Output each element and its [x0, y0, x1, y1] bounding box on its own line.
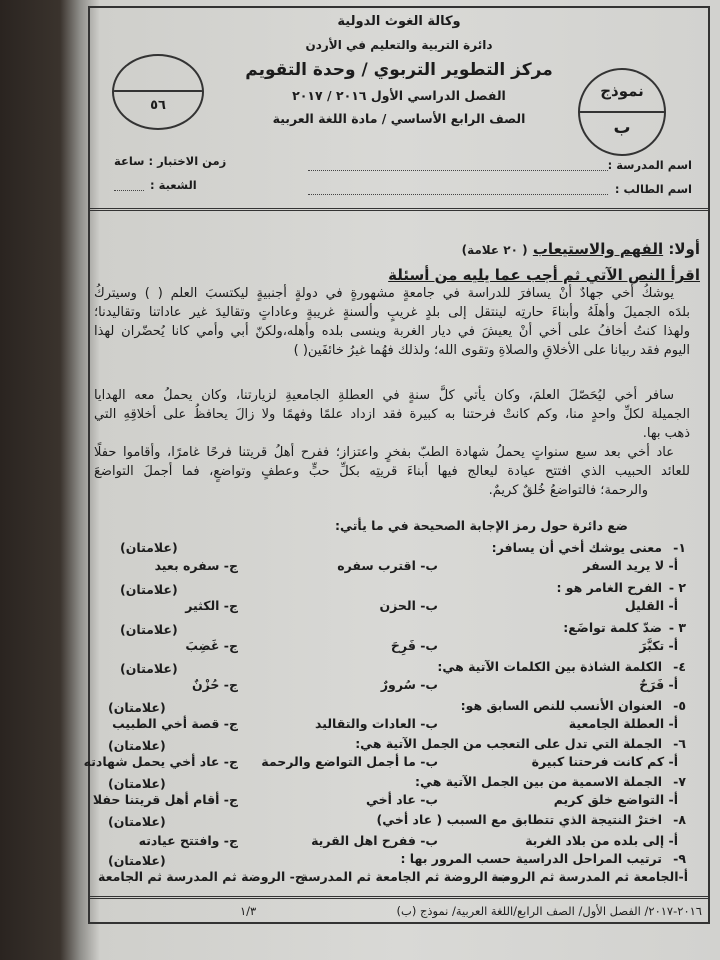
- question-text: الجملة التي تدل على التعجب من الجمل الآتية هي:: [355, 736, 662, 751]
- question-number: ٥-: [673, 698, 686, 713]
- footer-info: ٢٠١٦-٢٠١٧/ الفصل الأول/ الصف الرابع/اللغة العربية/ نموذج (ب): [396, 904, 702, 918]
- option-c[interactable]: ج- قصة أخي الطبيب: [112, 716, 238, 731]
- question-marks: (علامتان): [108, 814, 166, 829]
- question-text: ترتيب المراحل الدراسية حسب المرور بها :: [400, 851, 662, 866]
- question-number: ٩-: [673, 851, 686, 866]
- passage-line: ولهذا كنتُ أخافُ على أخي أنْ يعيشَ في ديار الغربة وينسى بلده وأهله،ولكنّ أبي وأمي كانا يُحضّران لهذا: [94, 324, 690, 339]
- option-b[interactable]: ب- اقترب سفره: [337, 558, 438, 573]
- option-a[interactable]: أ- العطلة الجامعية: [568, 716, 678, 731]
- passage-line: يوشكُ أخي جهادٌ أنْ يسافرَ للدراسة في جامعةٍ مشهورةٍ في دولةٍ أجنبيةٍ ليكتسبَ العلم ( ) وسيتركُ: [94, 286, 674, 301]
- option-c[interactable]: ج- عاد أخي يحمل شهادته: [83, 754, 238, 769]
- question-number: ٦-: [673, 736, 686, 751]
- header-divider: [90, 208, 708, 211]
- question-marks: (علامتان): [120, 622, 178, 637]
- footer-divider: [90, 896, 708, 899]
- option-a[interactable]: أ- لا يريد السفر: [583, 558, 678, 573]
- form-label: نموذج: [600, 82, 644, 100]
- school-input[interactable]: [308, 170, 608, 171]
- option-c[interactable]: ج- غَضِبَ: [185, 638, 238, 653]
- passage-line: والرحمة؛ فالتواضعُ خُلقٌ كريمٌ.: [488, 483, 648, 498]
- grade-subject: الصف الرابع الأساسي / مادة اللغة العربية: [272, 111, 526, 126]
- option-b[interactable]: ب- الحزن: [379, 598, 438, 613]
- section-input[interactable]: [114, 190, 144, 191]
- question-number: ٧-: [673, 774, 686, 789]
- option-c[interactable]: ج- أقام أهل قريتنا حفلا: [92, 792, 238, 807]
- passage-line: بلدَه الجميلَ وأهلَهُ وأبناءَ حارتِه لينتقل إلى بلدٍ غريبٍ وألسنةٍ غريبةٍ وعاداتٍ وتقاليدَ غير عاداتنا وتقاليدنا؛: [94, 305, 690, 320]
- option-b[interactable]: ب- فَرِحَ: [390, 638, 438, 653]
- section-title: الفهم والاستيعاب: [532, 240, 664, 258]
- student-input[interactable]: [308, 194, 608, 195]
- page-number: ١/٣: [240, 904, 257, 918]
- questions-instruction: ضع دائرة حول رمز الإجابة الصحيحة في ما يأتي:: [335, 518, 628, 533]
- question-number: ٨-: [673, 812, 686, 827]
- form-value: ب: [613, 118, 631, 138]
- question-text: العنوان الأنسب للنص السابق هو:: [460, 698, 662, 713]
- question-marks: (علامتان): [120, 582, 178, 597]
- center-name: مركز التطوير التربوي / وحدة التقويم: [245, 60, 553, 80]
- option-a[interactable]: أ- التواضع خلق كريم: [553, 792, 678, 807]
- question-text: الجملة الاسمية من بين الجمل الآتية هي:: [415, 774, 662, 789]
- question-text: الكلمة الشاذة بين الكلمات الآتية هي:: [437, 659, 662, 674]
- option-a[interactable]: أ- كم كانت فرحتنا كبيرة: [531, 754, 678, 769]
- passage-line: سافر أخي ليُحَصّلَ العلمَ، وكان يأتي كلَّ سنةٍ في العطلةِ الجامعيةِ لزيارتنا، وكان يحملُ معه الهدايا: [94, 388, 674, 403]
- agency-name: وكالة الغوث الدولية: [337, 14, 461, 29]
- option-b[interactable]: ب- ففرح اهل القرية: [311, 833, 438, 848]
- passage-line: للعائد الحبيب الذي افتتح عيادة ليعالج فيها أبناءَ قريتِه بكلِّ حبٍّ وعطفٍ وتواضعٍ، فما أجملَ التواضعَ: [94, 464, 690, 479]
- exam-paper: [83, 6, 710, 924]
- option-c[interactable]: ج- حُزْنٌ: [191, 677, 238, 692]
- option-b[interactable]: ب- سُرورٌ: [380, 677, 438, 692]
- question-text: اخترْ النتيجة الذي تتطابق مع السبب ( عاد أخي): [376, 812, 662, 827]
- score-circle: [112, 54, 204, 130]
- option-a[interactable]: أ- تكبَّرَ: [639, 638, 678, 653]
- form-circle: [578, 68, 666, 156]
- section-label: الشعبة :: [150, 178, 197, 192]
- question-text: الفرح الغامر هو :: [556, 580, 662, 595]
- question-marks: (علامتان): [108, 853, 166, 868]
- question-number: ٤-: [673, 659, 686, 674]
- question-marks: (علامتان): [108, 738, 166, 753]
- section-marks: ( ٢٠ علامة): [461, 243, 528, 257]
- option-a[interactable]: أ- إلى بلده من بلاد الغربة: [525, 833, 678, 848]
- semester: الفصل الدراسي الأول ٢٠١٦ / ٢٠١٧: [292, 88, 506, 103]
- option-c[interactable]: ج- الكثير: [185, 598, 238, 613]
- option-b[interactable]: ب- عاد أخي: [365, 792, 438, 807]
- time-label: زمن الاختبار : ساعة: [114, 154, 227, 168]
- reading-instruction: اقرأ النص الآتي ثم أجب عما يليه من أسئلة: [388, 266, 700, 284]
- school-label: اسم المدرسة :: [607, 158, 692, 172]
- option-c[interactable]: ج- وافتتح عيادته: [138, 833, 238, 848]
- option-c[interactable]: ج- الروضة ثم المدرسة ثم الجامعة: [98, 869, 304, 884]
- option-a[interactable]: أ-الجامعة ثم المدرسة ثم الروضة: [491, 869, 688, 884]
- score-value: ٥٦: [150, 98, 166, 113]
- department-name: دائرة التربية والتعليم في الأردن: [305, 38, 493, 52]
- option-a[interactable]: أ- القليل: [624, 598, 678, 613]
- option-b[interactable]: ب- الروضة ثم الجامعة ثم المدرسة: [300, 869, 510, 884]
- question-marks: (علامتان): [108, 700, 166, 715]
- question-marks: (علامتان): [120, 661, 178, 676]
- question-marks: (علامتان): [120, 540, 178, 555]
- section-heading: [462, 240, 700, 258]
- question-number: ٣ -: [668, 620, 686, 635]
- option-b[interactable]: ب- العادات والتقاليد: [315, 716, 438, 731]
- passage-line: اليوم فقد ربيانا على الأخلاقِ والصلاةِ وتقوى الله؛ ولذلك فهُما غيرُ خائفَين( ): [293, 343, 690, 358]
- option-a[interactable]: أ- فَرَحٌ: [639, 677, 678, 692]
- passage-line: ذهب بها.: [642, 426, 690, 441]
- option-b[interactable]: ب- ما أجمل التواضع والرحمة: [261, 754, 438, 769]
- passage-line: الجميلة لكلِّ واحدٍ منا، وكم كانتْ فرحتنا به كبيرة فقد ازداد علمًا وفهمًا ولا زالَ يحافظُ على أخلاقِهِ التي: [94, 407, 690, 422]
- question-text: معنى يوشك أخي أن يسافر:: [491, 540, 662, 555]
- question-number: ٢ -: [668, 580, 686, 595]
- section-prefix: أولا:: [668, 240, 700, 258]
- option-c[interactable]: ج- سفره بعيد: [154, 558, 238, 573]
- student-label: اسم الطالب :: [614, 182, 692, 196]
- question-marks: (علامتان): [108, 776, 166, 791]
- passage-line: عاد أخي بعد سبع سنواتٍ يحملُ شهادة الطبّ بفخرٍ واعتزاز؛ ففرح أهلُ قريتنا فرحًا غامرًا، وأقاموا حفلًا: [94, 445, 674, 460]
- question-number: ١-: [673, 540, 686, 555]
- question-text: ضدّ كلمة تواضَع:: [563, 620, 662, 635]
